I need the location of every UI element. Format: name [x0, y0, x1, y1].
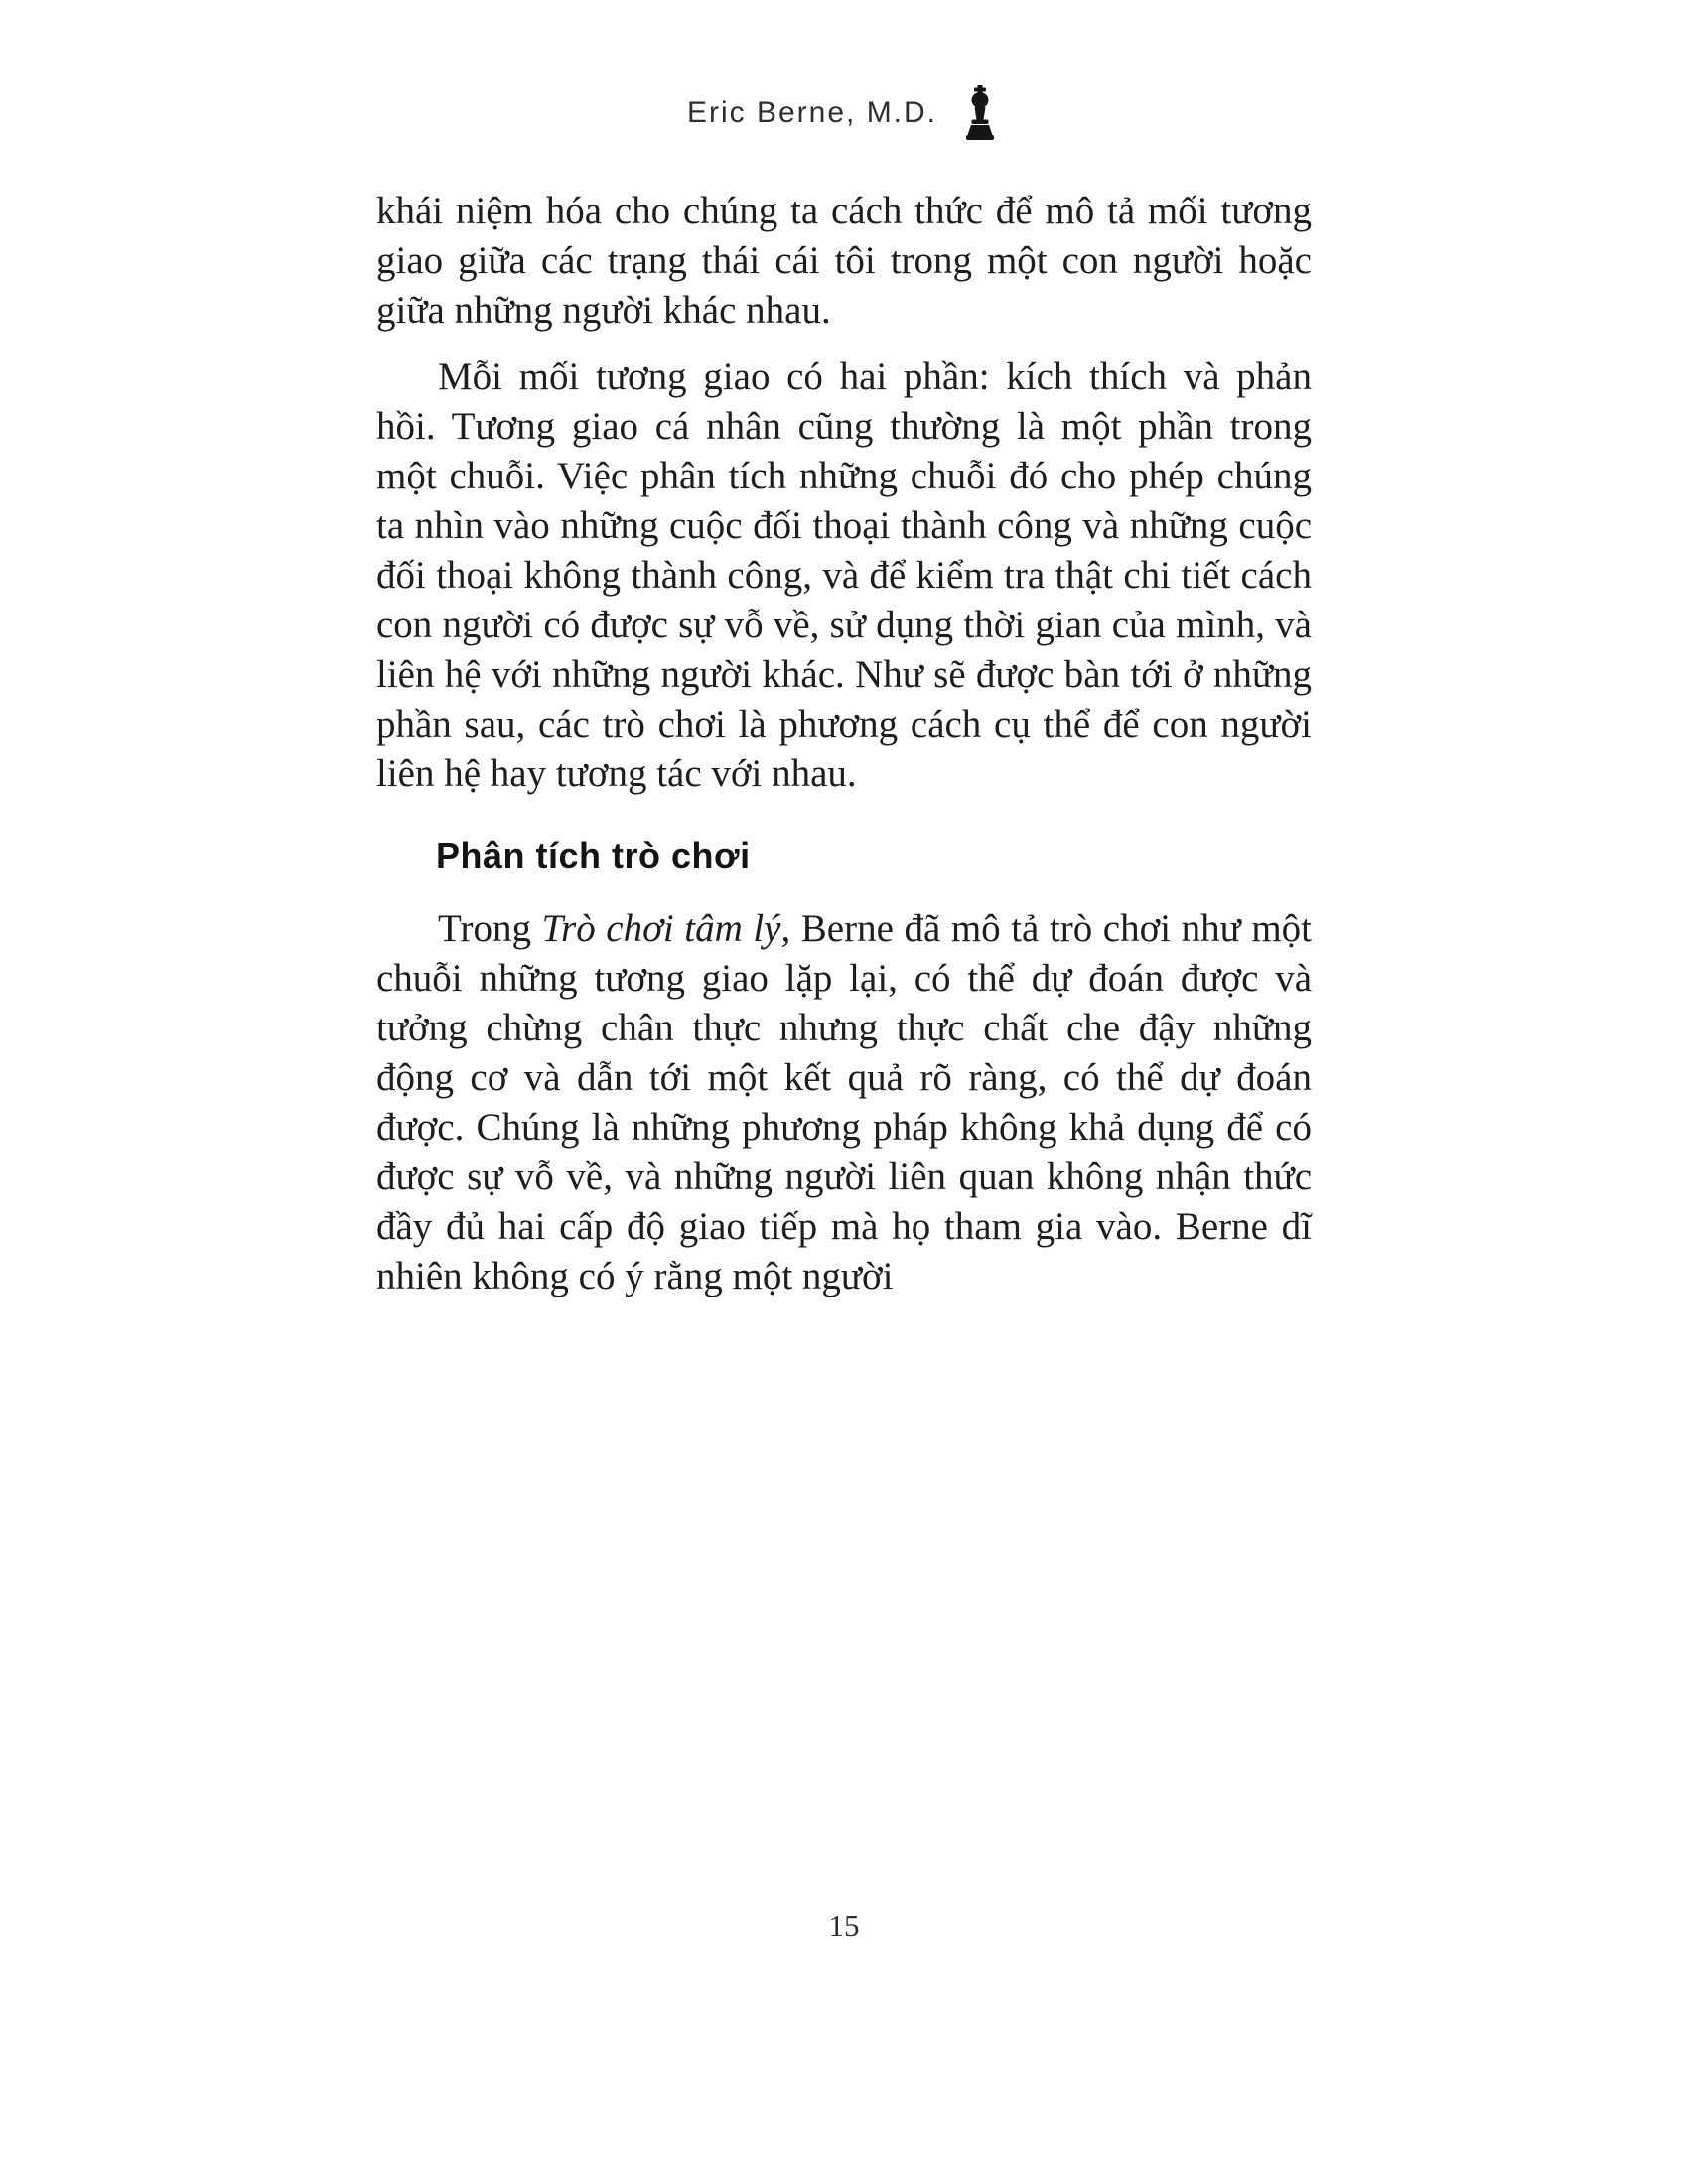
- paragraph: [376, 904, 1312, 1301]
- chess-piece-icon: [959, 85, 1001, 141]
- paragraph: Mỗi mối tương giao có hai phần: kích thích và phản hồi. Tương giao cá nhân cũng thường là một phần trong một chuỗi. Việc phân tích những chuỗi đó cho phép chúng ta nhìn vào những cuộc đối thoại thành công và những cuộc đối thoại không thành công, và để kiểm tra thật chi tiết cách con người có được sự vỗ về, sử dụng thời gian của mình, và liên hệ với những người khác. Như sẽ được bàn tới ở những phần sau, các trò chơi là phương cách cụ thể để con người liên hệ hay tương tác với nhau.: [376, 355, 1312, 795]
- paragraph-text: Trong: [438, 907, 542, 950]
- author-name: Eric Berne, M.D.: [686, 96, 938, 129]
- paragraph-text: , Berne đã mô tả trò chơi như một chuỗi những tương giao lặp lại, có thể dự đoán được và tưởng chừng chân thực nhưng thực chất che đậy những động cơ và dẫn tới một kết quả rõ ràng, có thể dự đoán được. Chúng là những phương pháp không khả dụng để có được sự vỗ về, và những người liên quan không nhận thức đầy đủ hai cấp độ giao tiếp mà họ tham gia vào. Berne dĩ nhiên không có ý rằng một người: [376, 907, 1312, 1297]
- page-header: [0, 0, 1688, 141]
- page-number: 15: [828, 1908, 860, 1943]
- text-block: [376, 187, 1312, 1301]
- book-title-italic: Trò chơi tâm lý: [541, 907, 781, 950]
- page-footer: [0, 1908, 1688, 1944]
- section-heading: Phân tích trò chơi: [436, 835, 751, 876]
- paragraph-continuation: khái niệm hóa cho chúng ta cách thức để mô tả mối tương giao giữa các trạng thái cái tôi trong một con người hoặc giữa những người khác nhau.: [376, 190, 1312, 332]
